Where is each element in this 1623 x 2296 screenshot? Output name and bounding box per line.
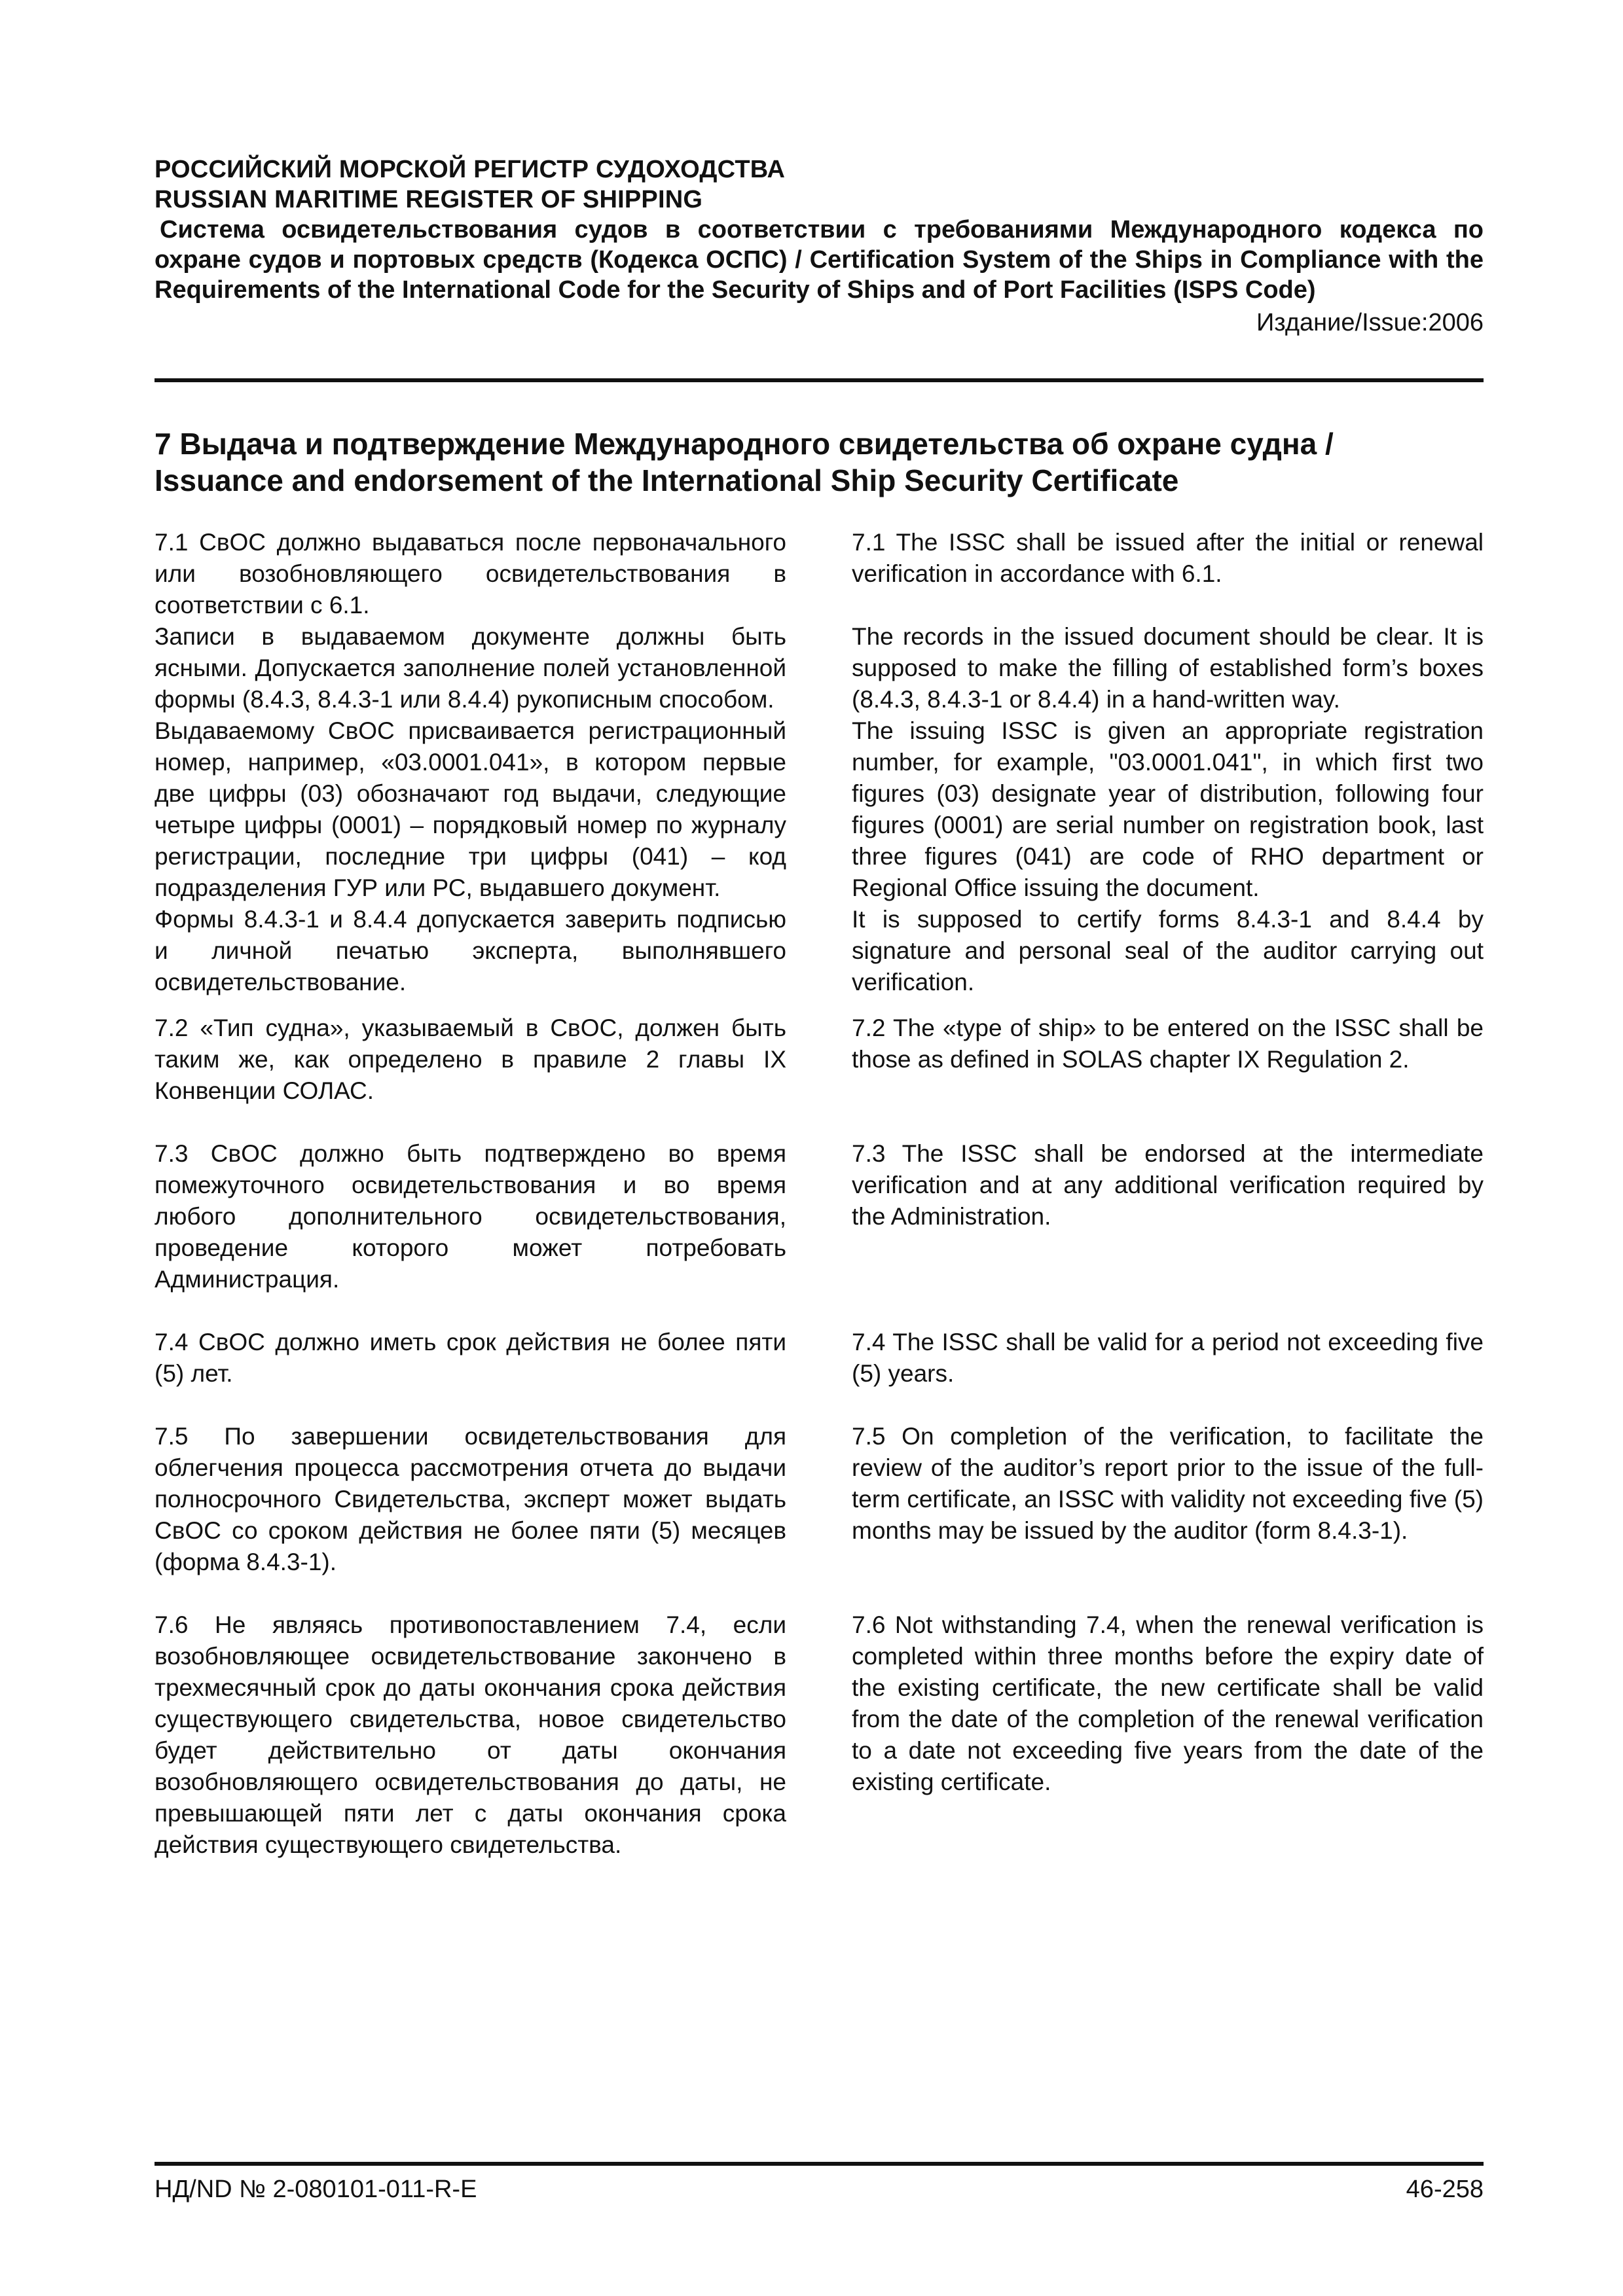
page-number: 46-258 — [1406, 2176, 1484, 2203]
paragraph-row-7-4 — [155, 1327, 1484, 1390]
paragraph-text: 7.1 The ISSC shall be issued after the initial or renewal verification in accordance with 6.1. — [852, 529, 1484, 587]
paragraph-row-7-2 — [155, 1013, 1484, 1107]
paragraph-text: 7.4 СвОС должно иметь срок действия не более пяти (5) лет. — [155, 1329, 786, 1387]
paragraph-ru — [155, 1609, 786, 1861]
paragraph-en — [852, 1327, 1484, 1390]
paragraph-text: 7.3 The ISSC shall be endorsed at the intermediate verification and at any additional verification required by the Administration. — [852, 1140, 1484, 1230]
paragraph-ru — [155, 1013, 786, 1107]
paragraph-text: It is supposed to certify forms 8.4.3-1 and 8.4.4 by signature and personal seal of the auditor carrying out verification. — [852, 906, 1484, 996]
section-title-ru: 7 Выдача и подтверждение Международного свидетельства об охране судна / — [155, 427, 1334, 461]
paragraph-text: Записи в выдаваемом документе должны быть ясными. Допускается заполнение полей установленной формы (8.4.3, 8.4.3-1 или 8.4.4) рукописным способом. — [155, 623, 786, 713]
paragraph-text: 7.6 Not withstanding 7.4, when the renewal verification is completed within three months before the expiry date of the existing certificate, the new certificate shall be valid from the date of the completion of the renewal verification to a date not exceeding five years from the date of the existing certificate. — [852, 1611, 1484, 1795]
certification-system-title: Система освидетельствования судов в соответствии с требованиями Международного кодекса по охране судов и портовых средств (Кодекса ОСПС) / Certification System of the Ships in Compliance with the Requirements of the International Code for the Security of Ships and of Port Facilities (ISPS Code) — [155, 216, 1484, 304]
organization-name-en: RUSSIAN MARITIME REGISTER OF SHIPPING — [155, 186, 703, 213]
paragraph-row-7-6 — [155, 1609, 1484, 1861]
paragraph-text: The issuing ISSC is given an appropriate registration number, for example, "03.0001.041", in which first two figures (03) designate year of distribution, following four figures (0001) are serial number on registration book, last three figures (041) are code of RHO department or Regional Office issuing the document. — [852, 717, 1484, 901]
paragraph-text: Формы 8.4.3-1 и 8.4.4 допускается заверить подписью и личной печатью эксперта, выполнявшего освидетельствование. — [155, 906, 786, 996]
paragraph-row-7-1 — [155, 527, 1484, 998]
paragraph-text: 7.1 СвОС должно выдаваться после первоначального или возобновляющего освидетельствования в соответствии с 6.1. — [155, 529, 786, 619]
paragraph-ru — [155, 1138, 786, 1295]
paragraph-text: 7.6 Не являясь противопоставлением 7.4, если возобновляющее освидетельствование закончено в трехмесячный срок до даты окончания срока действия существующего свидетельства, новое свидетельство будет действительно от даты окончания возобновляющего освидетельствования до даты, не превышающей пяти лет с даты окончания срока действия существующего свидетельства. — [155, 1611, 786, 1858]
header-divider — [155, 378, 1484, 382]
paragraph-en — [852, 1421, 1484, 1578]
paragraph-text: 7.2 «Тип судна», указываемый в СвОС, должен быть таким же, как определено в правиле 2 главы IX Конвенции СОЛАС. — [155, 1014, 786, 1104]
paragraph-text: 7.5 On completion of the verification, to facilitate the review of the auditor’s report prior to the issue of the full-term certificate, an ISSC with validity not exceeding five (5) months may be issued by the auditor (form 8.4.3-1). — [852, 1423, 1484, 1544]
document-number: НД/ND № 2-080101-011-R-E — [155, 2176, 477, 2203]
bilingual-body — [155, 527, 1484, 1861]
footer-divider — [155, 2162, 1484, 2166]
paragraph-ru — [155, 527, 786, 998]
document-footer — [155, 2174, 1484, 2204]
section-title-en: Issuance and endorsement of the International Ship Security Certificate — [155, 463, 1179, 497]
paragraph-text: 7.4 The ISSC shall be valid for a period not exceeding five (5) years. — [852, 1329, 1484, 1387]
paragraph-ru — [155, 1421, 786, 1578]
paragraph-ru — [155, 1327, 786, 1390]
paragraph-en — [852, 1013, 1484, 1107]
paragraph-en — [852, 1609, 1484, 1861]
paragraph-en — [852, 527, 1484, 998]
organization-name-ru: РОССИЙСКИЙ МОРСКОЙ РЕГИСТР СУДОХОДСТВА — [155, 156, 786, 183]
document-header — [155, 154, 1484, 338]
paragraph-row-7-5 — [155, 1421, 1484, 1578]
paragraph-text: The records in the issued document should be clear. It is supposed to make the filling of established form’s boxes (8.4.3, 8.4.3-1 or 8.4.4) in a hand-written way. — [852, 623, 1484, 713]
paragraph-text: Выдаваемому СвОС присваивается регистрационный номер, например, «03.0001.041», в котором первые две цифры (03) обозначают год выдачи, следующие четыре цифры (0001) – порядковый номер по журналу регистрации, последние три цифры (041) – код подразделения ГУР или РС, выдавшего документ. — [155, 717, 786, 901]
issue-label: Издание/Issue:2006 — [1256, 309, 1484, 336]
section-title — [155, 425, 1484, 499]
paragraph-text: 7.3 СвОС должно быть подтверждено во время помежуточного освидетельствования и во время любого дополнительного освидетельствования, проведение которого может потребовать Администрация. — [155, 1140, 786, 1293]
paragraph-row-7-3 — [155, 1138, 1484, 1295]
document-page — [155, 0, 1484, 2296]
paragraph-text: 7.2 The «type of ship» to be entered on the ISSC shall be those as defined in SOLAS chapter IX Regulation 2. — [852, 1014, 1484, 1073]
paragraph-en — [852, 1138, 1484, 1295]
paragraph-text: 7.5 По завершении освидетельствования для облегчения процесса рассмотрения отчета до выдачи полносрочного Свидетельства, эксперт может выдать СвОС со сроком действия не более пяти (5) месяцев (форма 8.4.3-1). — [155, 1423, 786, 1575]
